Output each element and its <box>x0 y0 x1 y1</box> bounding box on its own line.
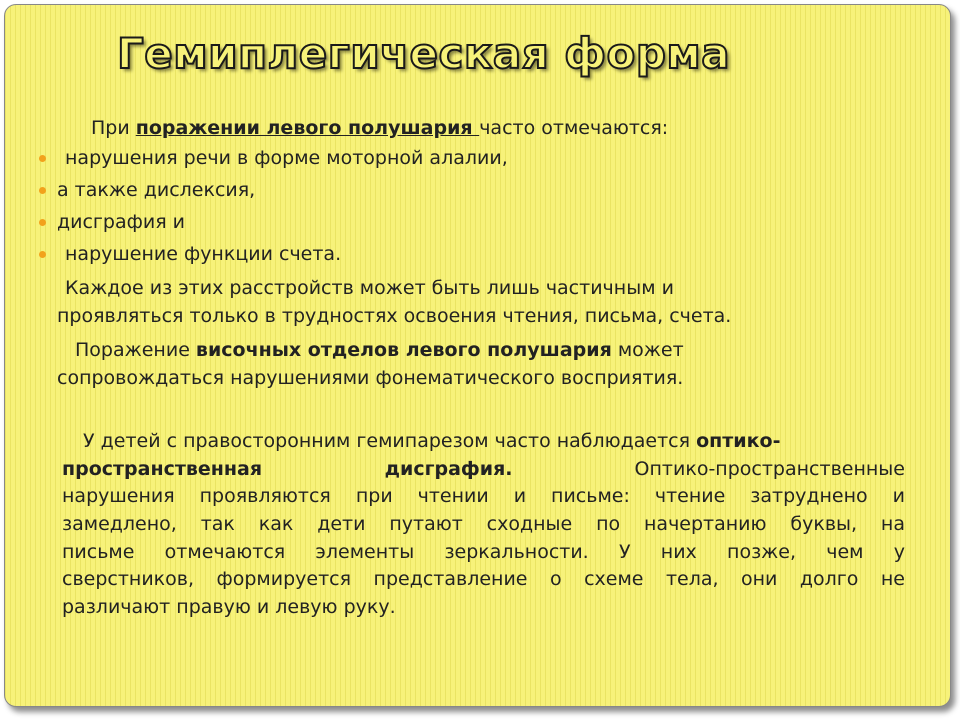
bullet-item: нарушение функции счета. <box>65 243 342 265</box>
intro-prefix: При <box>91 117 136 139</box>
intro-line <box>91 117 668 139</box>
intro-emphasis: поражении левого полушария <box>135 117 480 139</box>
para2-suffix: может <box>611 339 684 361</box>
intro-suffix: часто отмечаются: <box>479 117 669 139</box>
paragraph-line: нарушения проявляются при чтении и письме: чтение затруднено и <box>62 485 905 507</box>
bullet-item: а также дислексия, <box>57 179 256 201</box>
bullet-item: нарушения речи в форме моторной алалии, <box>65 147 508 169</box>
paragraph-line: проявляться только в трудностях освоения чтения, письма, счета. <box>57 305 732 327</box>
slide <box>4 4 951 707</box>
paragraph-line <box>75 339 684 361</box>
slide-title: Гемиплегическая форма <box>117 29 731 78</box>
bullet-dot <box>39 187 46 194</box>
para2-emphasis: височных отделов левого полушария <box>195 339 612 361</box>
paragraph-line: замедлено, так как дети путают сходные по начертанию буквы, на <box>62 513 905 535</box>
bullet-dot <box>39 219 46 226</box>
para3-emphasis: оптико- <box>696 430 781 452</box>
paragraph-line: сверстников, формируется представление о схеме тела, они долго не <box>62 568 905 590</box>
paragraph-line: Каждое из этих расстройств может быть лишь частичным и <box>65 277 674 299</box>
para3-emphasis-2: пространственная дисграфия. <box>62 458 513 480</box>
para2-prefix: Поражение <box>75 339 196 361</box>
para3-prefix: У детей с правосторонним гемипарезом часто наблюдается <box>83 430 697 452</box>
paragraph-line: сопровождаться нарушениями фонематического восприятия. <box>57 367 684 389</box>
bullet-item: дисграфия и <box>57 211 186 233</box>
paragraph-line: письме отмечаются элементы зеркальности. У них позже, чем у <box>62 541 905 563</box>
bullet-dot <box>39 155 46 162</box>
para3-line2-suffix: Оптико-пространственные <box>512 458 905 480</box>
paragraph-line <box>83 430 780 452</box>
paragraph-line: различают правую и левую руку. <box>62 596 396 618</box>
bullet-dot <box>39 251 46 258</box>
paragraph-line <box>62 458 905 480</box>
